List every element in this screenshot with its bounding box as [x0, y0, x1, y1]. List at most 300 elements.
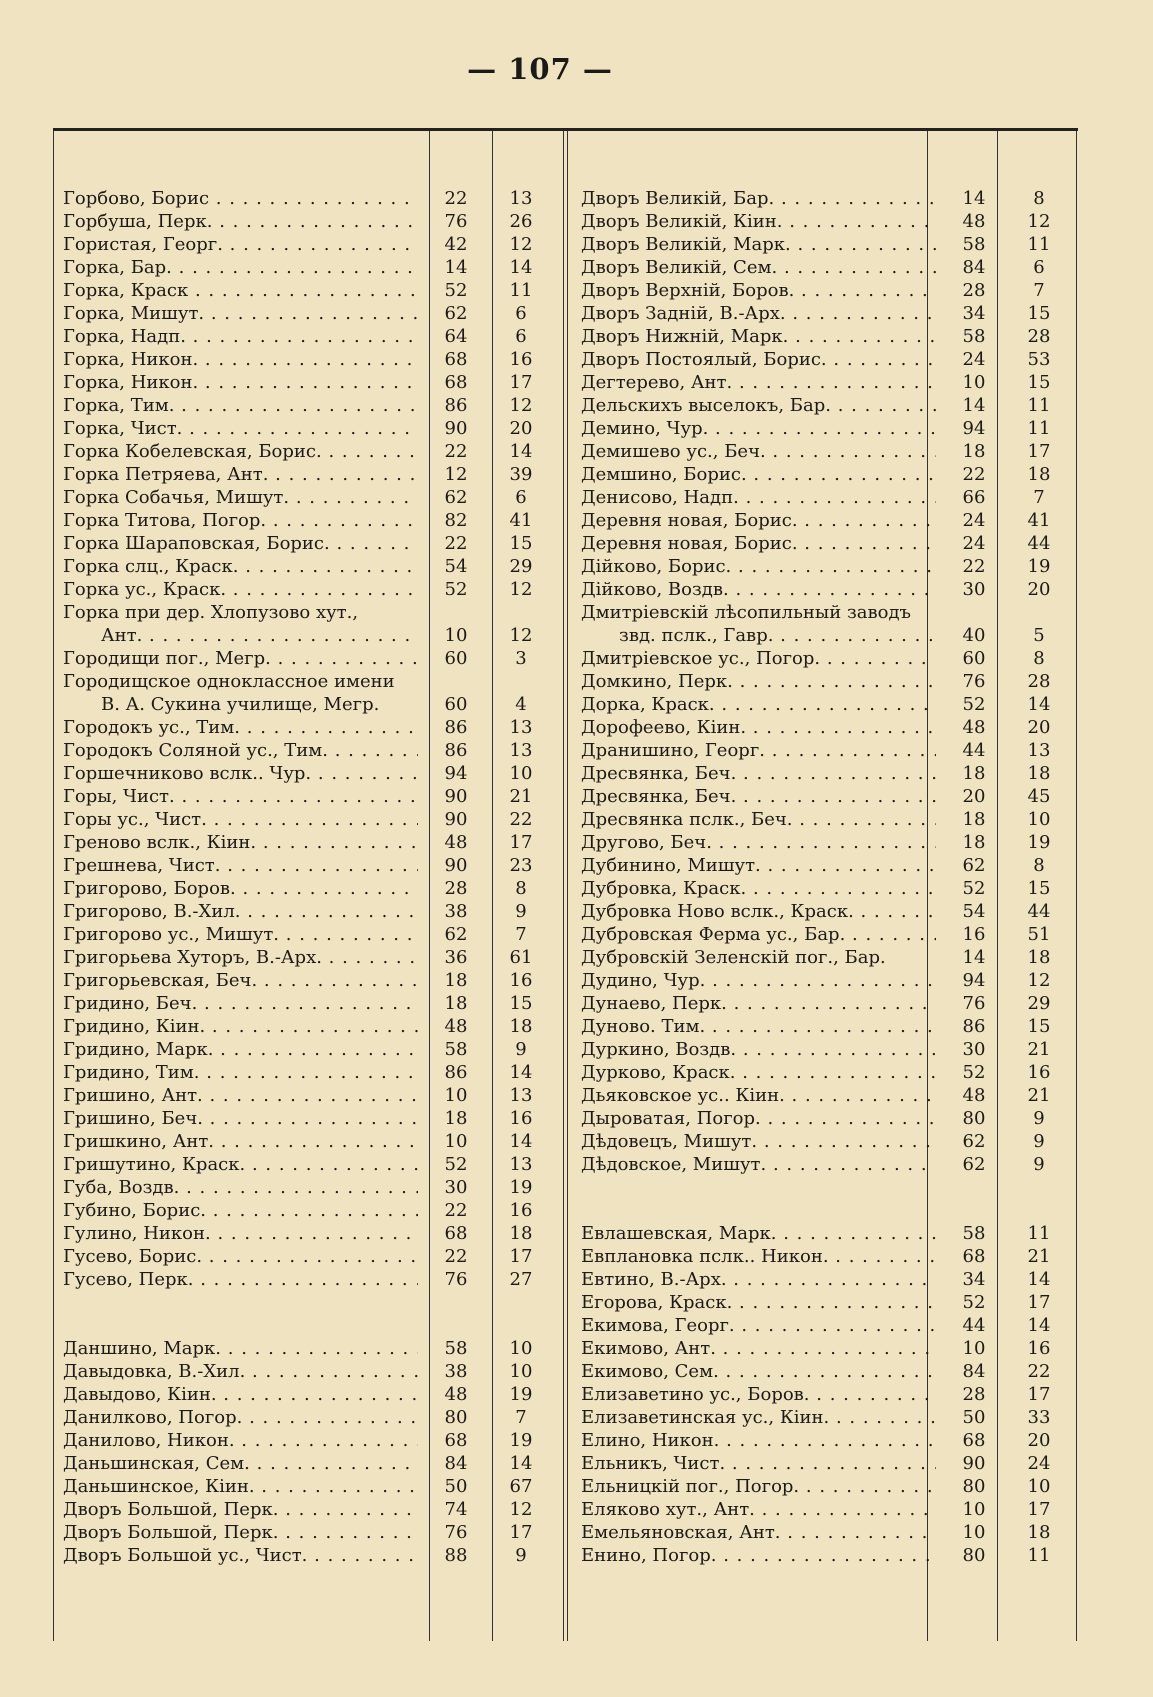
table-row — [581, 394, 1091, 417]
place-name: Гулино, Никон. . . . — [63, 1222, 418, 1245]
place-name: Другово, Беч. . . . — [581, 831, 936, 854]
ref-number-b: 14 — [509, 1453, 533, 1474]
table-row — [63, 1130, 573, 1153]
table-border-left — [53, 131, 54, 1641]
ref-number-a: 90 — [444, 786, 468, 807]
ref-number-b: 17 — [509, 1246, 533, 1267]
place-name: Дворъ Большой ус., Чист. . . . — [63, 1544, 418, 1567]
ref-number-b: 24 — [1027, 1453, 1051, 1474]
ref-number-a: 76 — [444, 211, 468, 232]
ref-number-b: 12 — [1027, 970, 1051, 991]
ref-number-a: 52 — [444, 280, 468, 301]
table-row — [581, 1268, 1091, 1291]
table-row — [63, 1038, 573, 1061]
ref-number-b: 19 — [509, 1430, 533, 1451]
place-name: Дворъ Большой, Перк. . . . — [63, 1498, 418, 1521]
table-row — [581, 1360, 1091, 1383]
ref-number-b: 22 — [1027, 1361, 1051, 1382]
ref-number-a: 58 — [444, 1039, 468, 1060]
place-name: Ельницкiй пог., Погор. . . . — [581, 1475, 936, 1498]
place-name: Давыдово, Кiин. . . . — [63, 1383, 418, 1406]
table-row — [581, 624, 1091, 647]
place-name: Дьяковское ус.. Кiин. . . . — [581, 1084, 936, 1107]
ref-number-a: 76 — [962, 993, 986, 1014]
ref-number-a: 24 — [962, 533, 986, 554]
table-row — [581, 371, 1091, 394]
table-row — [63, 509, 573, 532]
ref-number-a: 10 — [962, 372, 986, 393]
ref-number-a: 68 — [444, 349, 468, 370]
table-row — [581, 1475, 1091, 1498]
place-name: Горка Петряева, Ант. . . . — [63, 463, 418, 486]
table-row — [581, 739, 1091, 762]
table-row — [581, 233, 1091, 256]
table-row — [581, 969, 1091, 992]
place-name: Горка, Мишут. . . . — [63, 302, 418, 325]
ref-number-a: 50 — [444, 1476, 468, 1497]
ref-number-a: 68 — [444, 1223, 468, 1244]
ref-number-b: 13 — [1027, 740, 1051, 761]
place-name: Дранишино, Георг. . . . — [581, 739, 936, 762]
place-name: Городищи пог., Мегр. . . . — [63, 647, 418, 670]
ref-number-a: 10 — [962, 1522, 986, 1543]
table-row — [63, 233, 573, 256]
ref-number-b: 7 — [515, 924, 527, 945]
ref-number-a: 38 — [444, 901, 468, 922]
table-row — [581, 900, 1091, 923]
ref-number-a: 22 — [444, 188, 468, 209]
place-name: Елизаветино ус., Боров. . . . — [581, 1383, 936, 1406]
table-row — [581, 762, 1091, 785]
ref-number-b: 16 — [509, 970, 533, 991]
ref-number-b: 18 — [1027, 763, 1051, 784]
index-table — [53, 128, 1078, 1641]
table-row — [581, 279, 1091, 302]
ref-number-a: 16 — [962, 924, 986, 945]
ref-number-a: 80 — [962, 1545, 986, 1566]
place-name: Городокъ ус., Тим. . . . — [63, 716, 418, 739]
ref-number-b: 21 — [1027, 1085, 1051, 1106]
ref-number-a: 18 — [444, 970, 468, 991]
ref-number-b: 11 — [1027, 1545, 1051, 1566]
place-name: Ант. . . . — [101, 624, 418, 647]
place-name: Евтино, В.-Арх. . . . — [581, 1268, 936, 1291]
ref-number-b: 10 — [509, 1361, 533, 1382]
ref-number-a: 52 — [962, 878, 986, 899]
place-name: Гришутино, Краск. . . . — [63, 1153, 418, 1176]
ref-number-b: 20 — [1027, 579, 1051, 600]
page-number: — 107 — — [467, 52, 613, 86]
ref-number-a: 58 — [962, 326, 986, 347]
ref-number-b: 7 — [515, 1407, 527, 1428]
place-name: Дубровка Ново вслк., Краск. . . . — [581, 900, 936, 923]
ref-number-a: 80 — [962, 1476, 986, 1497]
ref-number-b: 28 — [1027, 326, 1051, 347]
ref-number-a: 52 — [962, 1062, 986, 1083]
table-row — [63, 1452, 573, 1475]
table-row — [63, 1360, 573, 1383]
place-name: Горка Шараповская, Борис. . . . — [63, 532, 418, 555]
ref-number-b: 17 — [509, 832, 533, 853]
place-name: Дорофеево, Кiин. . . . — [581, 716, 936, 739]
place-name: Горка слц., Краск. . . . — [63, 555, 418, 578]
ref-number-b: 15 — [1027, 1016, 1051, 1037]
table-row — [581, 1199, 1091, 1222]
ref-number-a: 18 — [962, 763, 986, 784]
ref-number-b: 44 — [1027, 533, 1051, 554]
ref-number-b: 53 — [1027, 349, 1051, 370]
place-name: Дресвянка пслк., Беч. . . . — [581, 808, 936, 831]
ref-number-a: 48 — [444, 1384, 468, 1405]
ref-number-a: 86 — [444, 1062, 468, 1083]
place-name: Горка ус., Краск. . . . — [63, 578, 418, 601]
ref-number-b: 6 — [1033, 257, 1045, 278]
ref-number-b: 13 — [509, 717, 533, 738]
table-row — [581, 532, 1091, 555]
ref-number-a: 84 — [962, 257, 986, 278]
place-name: Дворъ Большой, Перк. . . . — [63, 1521, 418, 1544]
table-row — [581, 187, 1091, 210]
table-row — [63, 1429, 573, 1452]
ref-number-b: 17 — [1027, 1292, 1051, 1313]
ref-number-a: 22 — [444, 1200, 468, 1221]
table-row — [581, 1429, 1091, 1452]
place-name: Губино, Борис. . . . — [63, 1199, 418, 1222]
table-row — [581, 647, 1091, 670]
ref-number-b: 19 — [1027, 556, 1051, 577]
ref-number-a: 18 — [962, 832, 986, 853]
ref-number-b: 3 — [515, 648, 527, 669]
ref-number-b: 7 — [1033, 280, 1045, 301]
ref-number-a: 76 — [962, 671, 986, 692]
table-row — [63, 1291, 573, 1314]
ref-number-b: 11 — [1027, 234, 1051, 255]
place-name: Дубровскiй Зеленскiй пог., Бар. — [581, 947, 886, 968]
ref-number-a: 90 — [962, 1453, 986, 1474]
ref-number-b: 8 — [1033, 188, 1045, 209]
ref-number-a: 60 — [444, 648, 468, 669]
place-name: Горбуша, Перк. . . . — [63, 210, 418, 233]
place-name: Демшино, Борис. . . . — [581, 463, 936, 486]
ref-number-b: 9 — [515, 901, 527, 922]
place-name: Домкино, Перк. . . . — [581, 670, 936, 693]
ref-number-a: 52 — [962, 1292, 986, 1313]
place-name: Егорова, Краск. . . . — [581, 1291, 936, 1314]
ref-number-a: 90 — [444, 809, 468, 830]
table-row — [581, 325, 1091, 348]
ref-number-a: 28 — [962, 280, 986, 301]
table-row — [63, 1153, 573, 1176]
table-row — [63, 1337, 573, 1360]
ref-number-b: 39 — [509, 464, 533, 485]
table-row — [581, 808, 1091, 831]
place-name: Дубровская Ферма ус., Бар. . . . — [581, 923, 936, 946]
table-row — [581, 923, 1091, 946]
table-row — [63, 348, 573, 371]
table-row — [63, 187, 573, 210]
table-row — [581, 555, 1091, 578]
ref-number-b: 14 — [509, 441, 533, 462]
place-name: Екимова, Георг. . . . — [581, 1314, 936, 1337]
place-name: Горка при дер. Хлопузово хут., — [63, 602, 359, 623]
place-name: Дворъ Великiй, Марк. . . . — [581, 233, 936, 256]
ref-number-a: 76 — [444, 1269, 468, 1290]
table-row — [63, 532, 573, 555]
ref-number-a: 58 — [962, 234, 986, 255]
ref-number-b: 9 — [1033, 1131, 1045, 1152]
table-row — [581, 302, 1091, 325]
ref-number-a: 36 — [444, 947, 468, 968]
ref-number-a: 18 — [444, 993, 468, 1014]
ref-number-a: 76 — [444, 1522, 468, 1543]
ref-number-a: 74 — [444, 1499, 468, 1520]
ref-number-b: 16 — [509, 1108, 533, 1129]
place-name: Деревня новая, Борис. . . . — [581, 532, 936, 555]
place-name: Гришино, Ант. . . . — [63, 1084, 418, 1107]
table-row — [581, 946, 1091, 969]
ref-number-a: 44 — [962, 740, 986, 761]
table-row — [581, 210, 1091, 233]
ref-number-a: 10 — [962, 1338, 986, 1359]
ref-number-a: 90 — [444, 855, 468, 876]
ref-number-a: 10 — [444, 1131, 468, 1152]
place-name: Данилово, Никон. . . . — [63, 1429, 418, 1452]
ref-number-b: 18 — [1027, 464, 1051, 485]
table-row — [581, 1176, 1091, 1199]
ref-number-b: 61 — [509, 947, 533, 968]
place-name: Гридино, Кiин. . . . — [63, 1015, 418, 1038]
table-row — [63, 210, 573, 233]
ref-number-a: 30 — [962, 1039, 986, 1060]
place-name: Дресвянка, Беч. . . . — [581, 762, 936, 785]
place-name: Дѣдовецъ, Мишут. . . . — [581, 1130, 936, 1153]
ref-number-b: 15 — [1027, 878, 1051, 899]
place-name: В. А. Сукина училище, Мегр. — [101, 694, 380, 715]
ref-number-b: 17 — [509, 1522, 533, 1543]
ref-number-a: 40 — [962, 625, 986, 646]
place-name: Григорьева Хуторъ, В.-Арх. . . . — [63, 946, 418, 969]
ref-number-b: 20 — [509, 418, 533, 439]
place-name: Дуново. Тим. . . . — [581, 1015, 936, 1038]
ref-number-b: 12 — [509, 579, 533, 600]
table-row — [581, 1314, 1091, 1337]
ref-number-b: 12 — [509, 234, 533, 255]
ref-number-a: 48 — [962, 211, 986, 232]
ref-number-b: 14 — [509, 1131, 533, 1152]
ref-number-b: 12 — [509, 1499, 533, 1520]
ref-number-b: 15 — [1027, 372, 1051, 393]
table-row — [581, 992, 1091, 1015]
ref-number-b: 16 — [1027, 1062, 1051, 1083]
ref-number-a: 14 — [962, 188, 986, 209]
ref-number-a: 86 — [444, 717, 468, 738]
place-name: Дыроватая, Погор. . . . — [581, 1107, 936, 1130]
ref-number-b: 19 — [509, 1384, 533, 1405]
ref-number-a: 68 — [962, 1246, 986, 1267]
ref-number-a: 60 — [444, 694, 468, 715]
place-name: Елизаветинская ус., Кiин. . . . — [581, 1406, 936, 1429]
ref-number-b: 12 — [509, 625, 533, 646]
place-name: Дорка, Краск. . . . — [581, 693, 936, 716]
ref-number-a: 58 — [444, 1338, 468, 1359]
ref-number-a: 48 — [444, 832, 468, 853]
ref-number-a: 62 — [444, 924, 468, 945]
ref-number-a: 88 — [444, 1545, 468, 1566]
table-row — [63, 1084, 573, 1107]
table-row — [63, 1199, 573, 1222]
place-name: Дельскихъ выселокъ, Бар. . . . — [581, 394, 936, 417]
table-row — [63, 1061, 573, 1084]
ref-number-b: 6 — [515, 303, 527, 324]
table-row — [63, 578, 573, 601]
place-name: Даншино, Марк. . . . — [63, 1337, 418, 1360]
ref-number-b: 18 — [509, 1016, 533, 1037]
table-row — [63, 624, 573, 647]
place-name: Денисово, Надп. . . . — [581, 486, 936, 509]
ref-number-a: 62 — [962, 855, 986, 876]
ref-number-a: 58 — [962, 1223, 986, 1244]
table-row — [581, 1498, 1091, 1521]
ref-number-a: 48 — [962, 1085, 986, 1106]
ref-number-b: 41 — [509, 510, 533, 531]
ref-number-a: 12 — [444, 464, 468, 485]
table-row — [581, 417, 1091, 440]
ref-number-b: 14 — [1027, 1269, 1051, 1290]
table-row — [63, 670, 573, 693]
place-name: Городокъ Соляной ус., Тим. . . . — [63, 739, 418, 762]
ref-number-b: 9 — [515, 1545, 527, 1566]
table-row — [63, 1107, 573, 1130]
ref-number-b: 17 — [1027, 1499, 1051, 1520]
table-row — [63, 1222, 573, 1245]
table-row — [63, 647, 573, 670]
table-row — [63, 1176, 573, 1199]
place-name: Горка, Краск . . . — [63, 279, 418, 302]
ref-number-b: 29 — [1027, 993, 1051, 1014]
ref-number-b: 11 — [1027, 395, 1051, 416]
place-name: Дурково, Краск. . . . — [581, 1061, 936, 1084]
table-row — [63, 1245, 573, 1268]
table-row — [63, 1544, 573, 1567]
place-name: Дворъ Нижнiй, Марк. . . . — [581, 325, 936, 348]
ref-number-a: 68 — [962, 1430, 986, 1451]
ref-number-b: 10 — [1027, 809, 1051, 830]
place-name: Дворъ Великiй, Кiин. . . . — [581, 210, 936, 233]
ref-number-b: 27 — [509, 1269, 533, 1290]
ref-number-a: 10 — [444, 1085, 468, 1106]
table-row — [63, 969, 573, 992]
table-row — [63, 900, 573, 923]
place-name: Губа, Воздв. . . . — [63, 1176, 418, 1199]
table-row — [581, 716, 1091, 739]
ref-number-b: 41 — [1027, 510, 1051, 531]
ref-number-b: 26 — [509, 211, 533, 232]
place-name: Горбово, Борис . . . — [63, 187, 418, 210]
place-name: Ельникъ, Чист. . . . — [581, 1452, 936, 1475]
ref-number-b: 16 — [509, 1200, 533, 1221]
ref-number-b: 13 — [509, 1085, 533, 1106]
place-name: Демино, Чур. . . . — [581, 417, 936, 440]
ref-number-a: 18 — [962, 441, 986, 462]
ref-number-a: 90 — [444, 418, 468, 439]
ref-number-b: 21 — [1027, 1039, 1051, 1060]
place-name: Григорово, Боров. . . . — [63, 877, 418, 900]
ref-number-a: 62 — [444, 303, 468, 324]
ref-number-b: 18 — [1027, 947, 1051, 968]
table-row — [63, 831, 573, 854]
place-name: Емельяновская, Ант. . . . — [581, 1521, 936, 1544]
place-name: Горы, Чист. . . . — [63, 785, 418, 808]
ref-number-a: 68 — [444, 372, 468, 393]
ref-number-b: 17 — [1027, 441, 1051, 462]
ref-number-a: 24 — [962, 510, 986, 531]
table-row — [581, 578, 1091, 601]
ref-number-b: 19 — [1027, 832, 1051, 853]
place-name: Дудино, Чур. . . . — [581, 969, 936, 992]
place-name: Еляково хут., Ант. . . . — [581, 1498, 936, 1521]
table-row — [581, 831, 1091, 854]
table-row — [581, 670, 1091, 693]
ref-number-b: 11 — [1027, 418, 1051, 439]
place-name: Гусево, Борис. . . . — [63, 1245, 418, 1268]
ref-number-b: 28 — [1027, 671, 1051, 692]
ref-number-a: 84 — [962, 1361, 986, 1382]
ref-number-b: 67 — [509, 1476, 533, 1497]
ref-number-b: 9 — [1033, 1154, 1045, 1175]
ref-number-b: 45 — [1027, 786, 1051, 807]
table-row — [63, 371, 573, 394]
ref-number-b: 10 — [509, 763, 533, 784]
table-row — [581, 1015, 1091, 1038]
table-row — [581, 877, 1091, 900]
ref-number-b: 15 — [509, 533, 533, 554]
table-row — [63, 716, 573, 739]
ref-number-a: 34 — [962, 303, 986, 324]
table-row — [63, 394, 573, 417]
table-row — [63, 1015, 573, 1038]
place-name: Гридино, Тим. . . . — [63, 1061, 418, 1084]
ref-number-a: 18 — [444, 1108, 468, 1129]
table-row — [63, 302, 573, 325]
place-name: Дмитрiевское ус., Погор. . . . — [581, 647, 936, 670]
place-name: Дѣдовское, Мишут. . . . — [581, 1153, 936, 1176]
place-name: Гришино, Беч. . . . — [63, 1107, 418, 1130]
table-row — [581, 486, 1091, 509]
table-row — [63, 1521, 573, 1544]
ref-number-b: 7 — [1033, 487, 1045, 508]
ref-number-a: 44 — [962, 1315, 986, 1336]
ref-number-b: 17 — [509, 372, 533, 393]
place-name: Горка, Надп. . . . — [63, 325, 418, 348]
ref-number-b: 14 — [509, 257, 533, 278]
place-name: Горка, Никон. . . . — [63, 371, 418, 394]
ref-number-b: 23 — [509, 855, 533, 876]
ref-number-a: 30 — [962, 579, 986, 600]
table-row — [581, 440, 1091, 463]
table-row — [63, 601, 573, 624]
table-row — [63, 463, 573, 486]
place-name: Горка Титова, Погор. . . . — [63, 509, 418, 532]
place-name: Даньшинское, Кiин. . . . — [63, 1475, 418, 1498]
table-row — [581, 1521, 1091, 1544]
ref-number-a: 34 — [962, 1269, 986, 1290]
table-row — [63, 739, 573, 762]
ref-number-a: 66 — [962, 487, 986, 508]
table-row — [63, 486, 573, 509]
table-row — [581, 1245, 1091, 1268]
ref-number-b: 12 — [1027, 211, 1051, 232]
ref-number-a: 86 — [444, 740, 468, 761]
